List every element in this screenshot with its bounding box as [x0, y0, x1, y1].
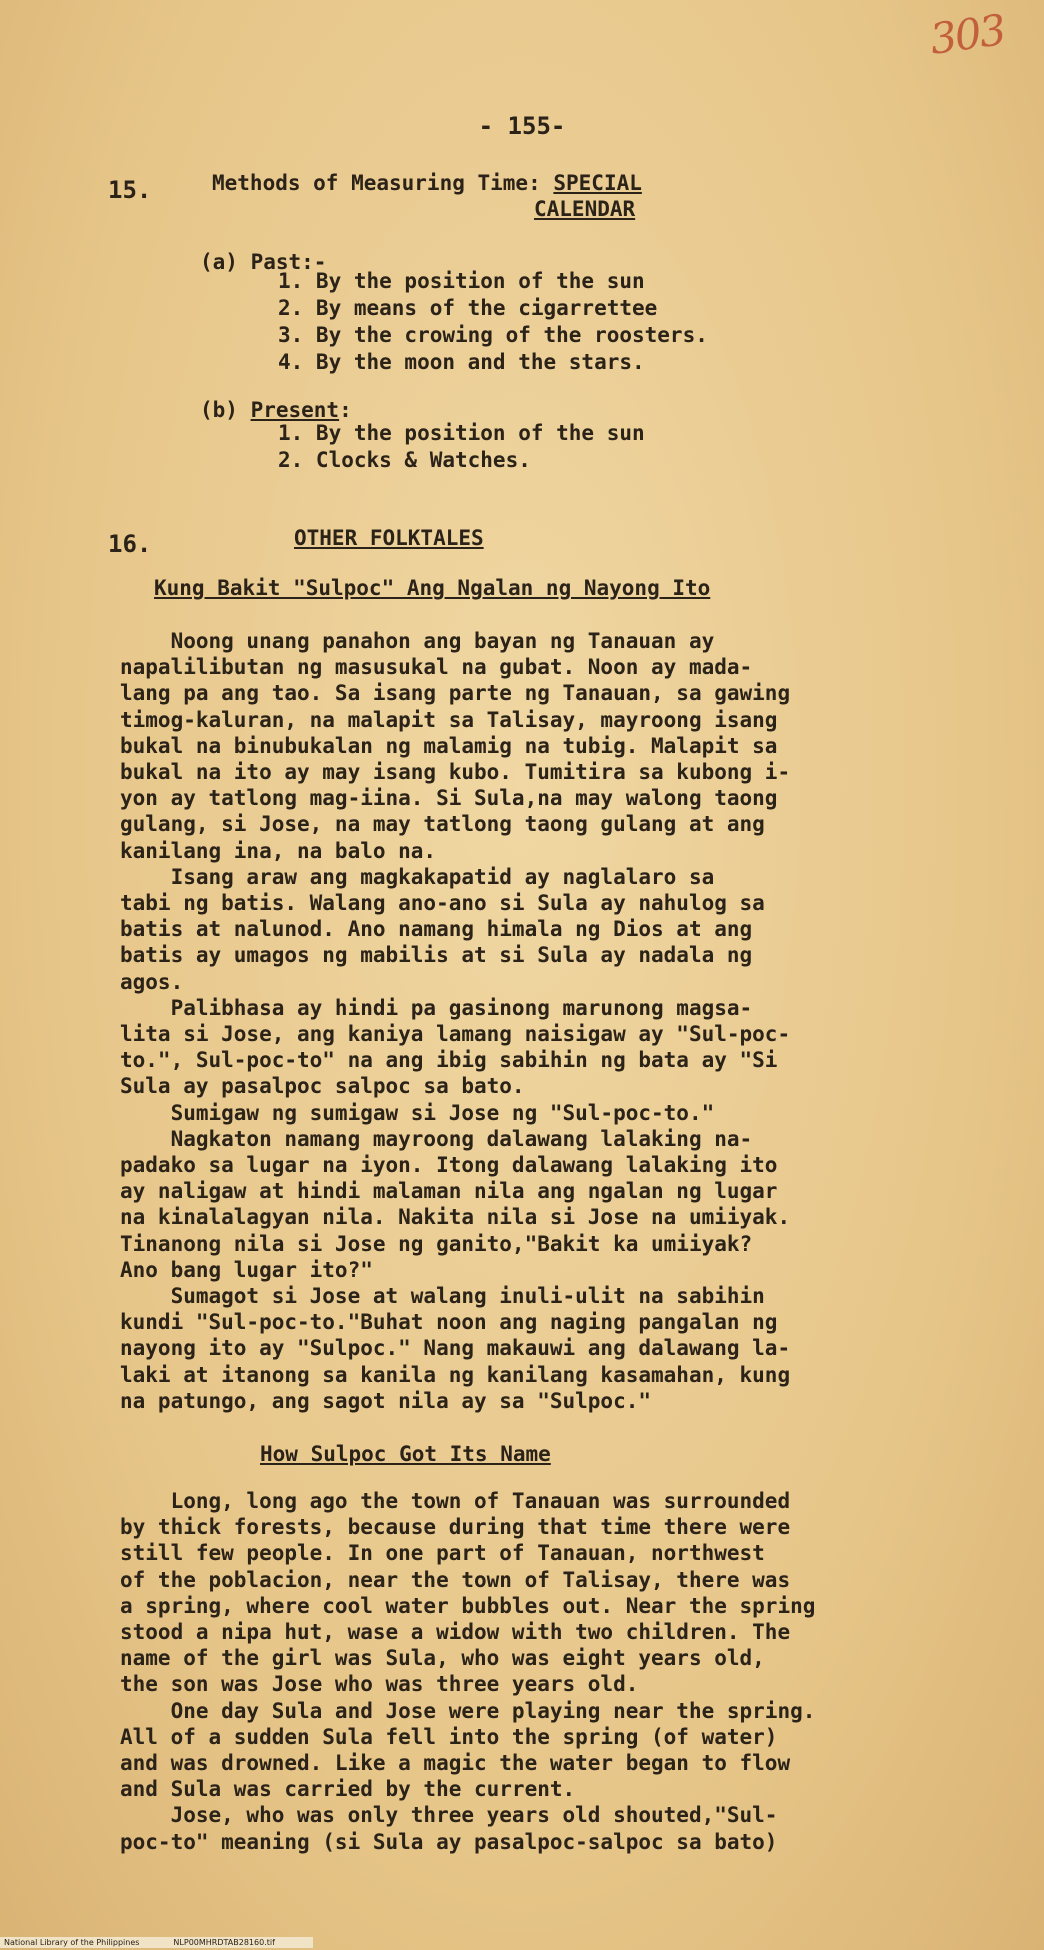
text-line: Sumagot si Jose at walang inuli-ulit na sabihin	[120, 1284, 765, 1309]
past-item: 2. By means of the cigarrettee	[278, 296, 658, 320]
section-15-title-text: Methods of Measuring Time:	[212, 171, 554, 195]
text-line: poc-to" meaning (si Sula ay pasalpoc-salpoc sa bato)	[120, 1829, 778, 1854]
text-line: Nagkaton namang mayroong dalawang lalaking na-	[120, 1126, 753, 1151]
text-line: Noong unang panahon ang bayan ng Tanauan ay	[120, 629, 715, 653]
text-line: Long, long ago the town of Tanauan was surrounded	[120, 1489, 791, 1513]
text-line: kundi "Sul-poc-to."Buhat noon ang naging pangalan ng	[120, 1310, 778, 1335]
text-line: timog-kaluran, na malapit sa Talisay, mayroong isang	[120, 707, 778, 732]
text-line: to.", Sul-poc-to" na ang ibig sabihin ng bata ay "Si	[120, 1048, 778, 1073]
tagalog-story-body	[120, 628, 980, 1414]
text-line: and Sula was carried by the current.	[120, 1777, 576, 1802]
text-line: bukal na binubukalan ng malamig na tubig. Malapit sa	[120, 733, 778, 758]
text-line: stood a nipa hut, wase a widow with two children. The	[120, 1620, 791, 1645]
present-label	[200, 398, 352, 422]
tagalog-story-title: Kung Bakit "Sulpoc" Ang Ngalan ng Nayong Ito	[154, 576, 711, 600]
text-line: tabi ng batis. Walang ano-ano si Sula ay nahulog sa	[120, 891, 765, 916]
scan-footer	[0, 1937, 313, 1948]
text-line: Jose, who was only three years old shouted,"Sul-	[120, 1803, 778, 1828]
text-line: yon ay tatlong mag-iina. Si Sula,na may walong taong	[120, 786, 778, 811]
past-label: (a) Past:-	[200, 250, 327, 274]
text-line: Sumigaw ng sumigaw si Jose ng "Sul-poc-to."	[120, 1100, 715, 1125]
present-label-prefix: (b)	[200, 398, 251, 422]
section-15-title-special: SPECIAL	[553, 171, 642, 195]
text-line: of the poblacion, near the town of Talisay, there was	[120, 1567, 791, 1592]
text-line: padako sa lugar na iyon. Itong dalawang lalaking ito	[120, 1153, 778, 1178]
handwritten-page-number: 303	[926, 5, 1008, 64]
library-credit: National Library of the Philippines	[4, 1938, 140, 1947]
text-line: All of a sudden Sula fell into the spring (of water)	[120, 1724, 778, 1749]
past-item: 1. By the position of the sun	[278, 269, 645, 293]
text-line: still few people. In one part of Tanauan, northwest	[120, 1541, 765, 1566]
text-line: the son was Jose who was three years old.	[120, 1672, 639, 1697]
present-list	[278, 420, 645, 474]
text-line: and was drowned. Like a magic the water began to flow	[120, 1751, 791, 1776]
section-16-number: 16.	[108, 530, 152, 558]
present-item: 1. By the position of the sun	[278, 421, 645, 445]
past-item: 3. By the crowing of the roosters.	[278, 323, 708, 347]
present-item: 2. Clocks & Watches.	[278, 448, 531, 472]
text-line: na kinalalagyan nila. Nakita nila si Jose na umiiyak.	[120, 1205, 791, 1230]
text-line: laki at itanong sa kanila ng kanilang kasamahan, kung	[120, 1362, 791, 1387]
text-line: by thick forests, because during that time there were	[120, 1515, 791, 1540]
present-label-word: Present	[250, 398, 340, 422]
text-line: Isang araw ang magkakapatid ay naglalaro sa	[120, 864, 715, 889]
text-line: ay naligaw at hindi malaman nila ang ngalan ng lugar	[120, 1179, 778, 1204]
text-line: gulang, si Jose, na may tatlong taong gulang at ang	[120, 812, 765, 837]
text-line: Palibhasa ay hindi pa gasinong marunong magsa-	[120, 995, 753, 1020]
text-line: bukal na ito ay may isang kubo. Tumitira sa kubong i-	[120, 760, 791, 785]
page-number: - 155-	[478, 112, 566, 140]
section-15-title-calendar: CALENDAR	[534, 197, 636, 221]
text-line: Tinanong nila si Jose ng ganito,"Bakit ka umiiyak?	[120, 1231, 753, 1256]
section-15-title	[212, 170, 642, 222]
text-line: Ano bang lugar ito?"	[120, 1257, 373, 1282]
present-label-suffix: :	[339, 398, 352, 422]
text-line: kanilang ina, na balo na.	[120, 838, 437, 863]
text-line: lang pa ang tao. Sa isang parte ng Tanauan, sa gawing	[120, 681, 791, 706]
past-item: 4. By the moon and the stars.	[278, 350, 645, 374]
text-line: name of the girl was Sula, who was eight years old,	[120, 1646, 765, 1671]
text-line: agos.	[120, 969, 184, 994]
text-line: batis at nalunod. Ano namang himala ng Dios at ang	[120, 917, 753, 942]
english-story-body	[120, 1488, 980, 1855]
text-line: lita si Jose, ang kaniya lamang naisigaw ay "Sul-poc-	[120, 1022, 791, 1047]
text-line: na patungo, ang sagot nila ay sa "Sulpoc."	[120, 1388, 652, 1413]
text-line: napalilibutan ng masusukal na gubat. Noon ay mada-	[120, 655, 753, 680]
section-15-number: 15.	[108, 176, 152, 204]
past-list	[278, 268, 708, 376]
text-line: One day Sula and Jose were playing near the spring.	[120, 1698, 816, 1723]
scan-filename: NLP00MHRDTAB28160.tif	[173, 1938, 275, 1947]
text-line: batis ay umagos ng mabilis at si Sula ay nadala ng	[120, 943, 753, 968]
english-story-title: How Sulpoc Got Its Name	[260, 1442, 551, 1466]
section-16-title: OTHER FOLKTALES	[294, 526, 484, 550]
text-line: Sula ay pasalpoc salpoc sa bato.	[120, 1074, 525, 1099]
text-line: a spring, where cool water bubbles out. Near the spring	[120, 1593, 816, 1618]
text-line: nayong ito ay "Sulpoc." Nang makauwi ang dalawang la-	[120, 1336, 791, 1361]
